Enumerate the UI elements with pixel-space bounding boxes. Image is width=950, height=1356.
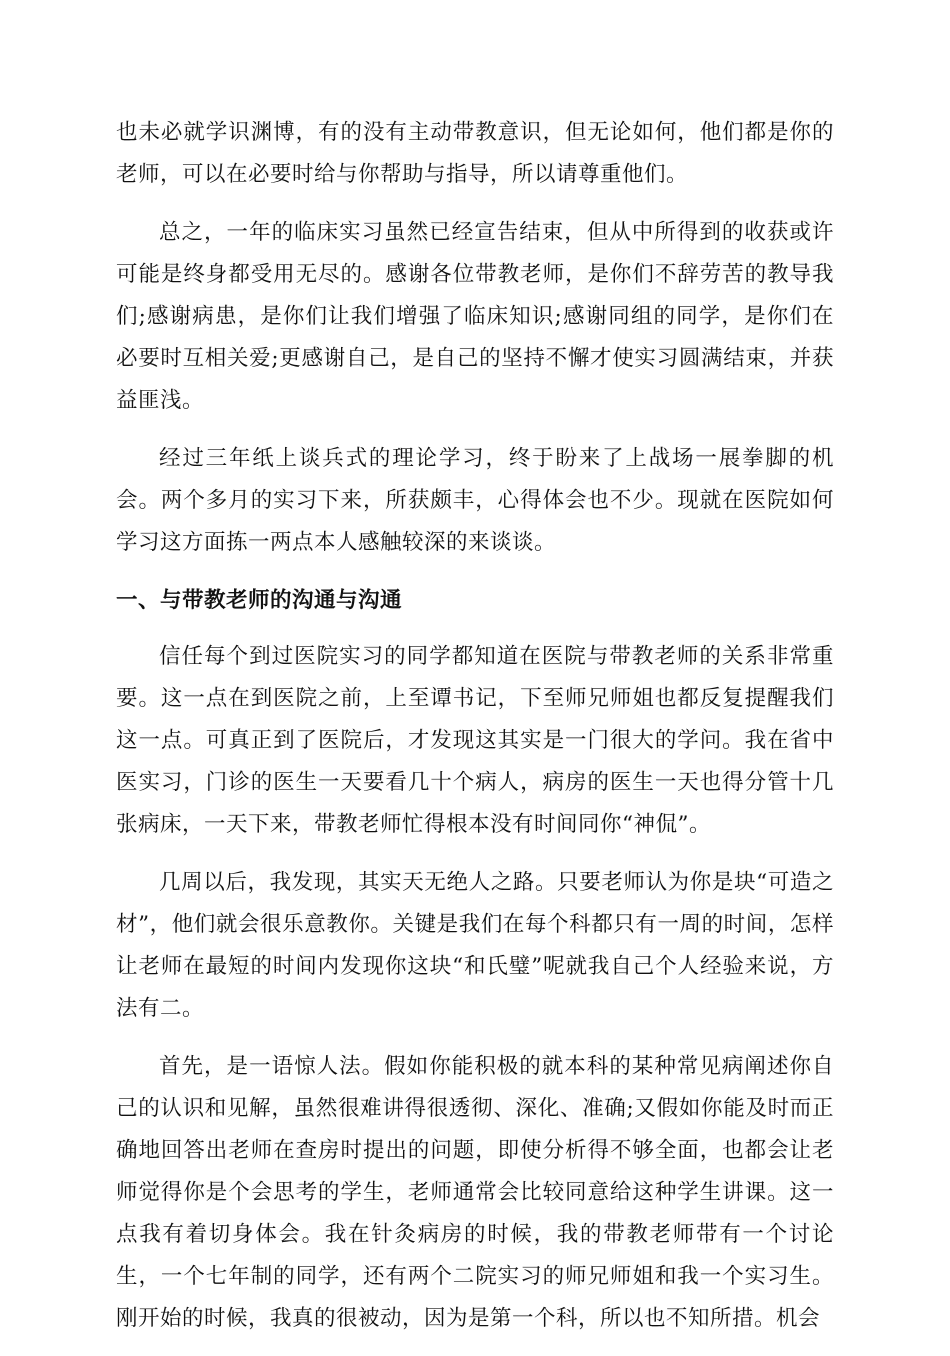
document-body <box>116 112 834 1356</box>
paragraph-teacher-relationship: 信任每个到过医院实习的同学都知道在医院与带教老师的关系非常重要。这一点在到医院之前，上至谭书记，下至师兄师姐也都反复提醒我们这一点。可真正到了医院后，才发现这其实是一门很大的学问。我在省中医实习，门诊的医生一天要看几十个病人，病房的医生一天也得分管十几张病床，一天下来，带教老师忙得根本没有时间同你“神侃”。 <box>116 644 834 837</box>
paragraph-conclusion: 总之，一年的临床实习虽然已经宣告结束，但从中所得到的收获或许可能是终身都受用无尽的。感谢各位带教老师，是你们不辞劳苦的教导我们;感谢病患，是你们让我们增强了临床知识;感谢同组的同学，是你们在必要时互相关爱;更感谢自己，是自己的坚持不懈才使实习圆满结束，并获益匪浅。 <box>116 220 834 413</box>
paragraph-method-one: 首先，是一语惊人法。假如你能积极的就本科的某种常见病阐述你自己的认识和见解，虽然很难讲得很透彻、深化、准确;又假如你能及时而正确地回答出老师在查房时提出的问题，即使分析得不够全面，也都会让老师觉得你是个会思考的学生，老师通常会比较同意给这种学生讲课。这一点我有着切身体会。我在针灸病房的时候，我的带教老师带有一个讨论生，一个七年制的同学，还有两个二院实习的师兄师姐和我一个实习生。刚开始的时候，我真的很被动，因为是第一个科，所以也不知所措。机会 <box>116 1054 834 1331</box>
paragraph-introduction: 经过三年纸上谈兵式的理论学习，终于盼来了上战场一展拳脚的机会。两个多月的实习下来，所获颇丰，心得体会也不少。现就在医院如何学习这方面拣一两点本人感触较深的来谈谈。 <box>116 446 834 555</box>
paragraph-discovery: 几周以后，我发现，其实天无绝人之路。只要老师认为你是块“可造之材”，他们就会很乐意教你。关键是我们在每个科都只有一周的时间，怎样让老师在最短的时间内发现你这块“和氏璧”呢就我自己个人经验来说，方法有二。 <box>116 870 834 1021</box>
section-heading: 一、与带教老师的沟通与沟通 <box>116 588 403 613</box>
paragraph-continuation: 也未必就学识渊博，有的没有主动带教意识，但无论如何，他们都是你的老师，可以在必要时给与你帮助与指导，所以请尊重他们。 <box>116 120 834 187</box>
